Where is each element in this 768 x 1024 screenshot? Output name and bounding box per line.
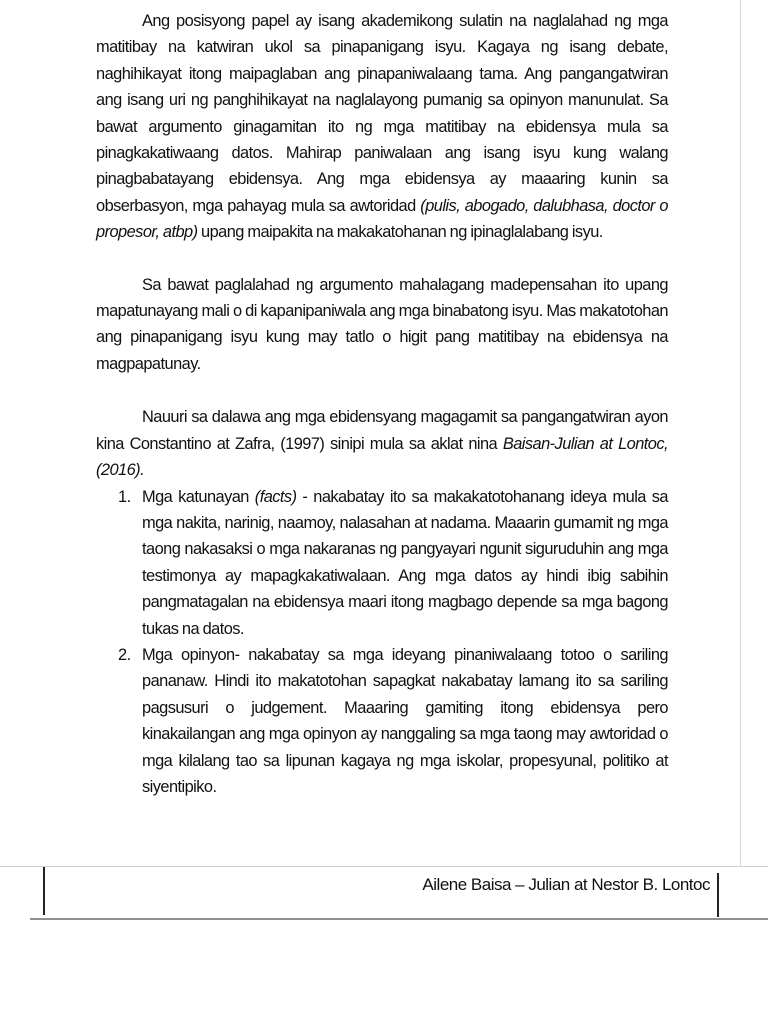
list-item — [96, 642, 668, 800]
page-edge-rule — [740, 0, 741, 866]
list-item-text-a: Mga opinyon- nakabatay sa mga ideyang pinaniwalaang totoo o sariling pananaw. Hindi ito makatotohan sapagkat nakabatay lamang ito sa sariling pagsusuri o judgement. Maaaring gamiting itong ebidensya pero kinakailangan ang mga opinyon ay nanggaling sa mga taong may awtoridad o mga kilalang tao sa lipunan kagaya ng mga iskolar, propesyunal, politiko at siyentipiko. — [142, 645, 668, 796]
list-item-number: 2. — [118, 645, 131, 664]
list-item-text-b: - nakabatay ito sa makakatotohanang ideya mula sa mga nakita, narinig, naamoy, nalasahan at nadama. Maaarin gumamit ng mga taong nakasaksi o mga nakaranas ng pangyayari ngunit siguruduhin ang mga testimonya ay mapagkakatiwalaan. Ang mga datos ay hindi ibig sabihin pangmatagalan na ebidensya maari itong magbago depende sa mga bagong tukas na datos. — [142, 487, 668, 638]
list-item-italic: (facts) — [254, 487, 297, 506]
paragraph-evidence-text-a: Nauuri sa dalawa ang mga ebidensyang magagamit sa pangangatwiran ayon kina Constantino at Zafra, (1997) sinipi mula sa aklat nina — [96, 408, 668, 453]
paragraph-argument: Sa bawat paglalahad ng argumento mahalagang madepensahan ito upang mapatunayang mali o di kapanipaniwala ang mga binabatong isyu. Mas makatotohan ang pinapanigang isyu kung may tatlo o higit pang matitibay na ebidensya na magpapatunay. — [96, 275, 668, 373]
document-body — [96, 8, 668, 800]
footer-right-bar — [717, 873, 719, 917]
footer-left-bar — [43, 867, 45, 915]
page-footer — [0, 866, 768, 923]
paragraph-intro — [96, 8, 668, 246]
paragraph-intro-text-b: upang maipakita na makakatohanan ng ipinaglalabang isyu. — [197, 223, 603, 242]
footer-divider — [30, 918, 768, 920]
evidence-list — [96, 484, 668, 801]
paragraph-evidence-types — [96, 404, 668, 483]
paragraph-intro-italic: (pulis, abogado, dalubhasa, doctor o propesor, atbp) — [96, 196, 668, 242]
list-item-number: 1. — [118, 487, 131, 506]
list-item — [96, 484, 668, 642]
paragraph-intro-text-a: Ang posisyong papel ay isang akademikong sulatin na naglalahad ng mga matitibay na katwiran ukol sa pinapanigang isyu. Kagaya ng isang debate, naghihikayat itong maipaglaban ang pinapaniwalaang tama. Ang pangangatwiran ang isang uri ng panghihikayat na naglalayong pumanig sa opinyon manunulat. Sa bawat argumento ginagamitan ito ng mga matitibay na ebidensya mula sa pinagkakatiwaang datos. Mahirap paniwalaan ang isang isyu kung walang pinagbabatayang ebidensya. Ang mga ebidensya ay maaaring kunin sa obserbasyon, mga pahayag mula sa awtoridad — [96, 12, 668, 215]
paragraph-evidence-italic: Baisan-Julian at Lontoc, (2016). — [96, 434, 668, 480]
footer-credit: Ailene Baisa – Julian at Nestor B. Lontoc — [422, 875, 710, 894]
list-item-text-a: Mga katunayan — [142, 487, 255, 506]
